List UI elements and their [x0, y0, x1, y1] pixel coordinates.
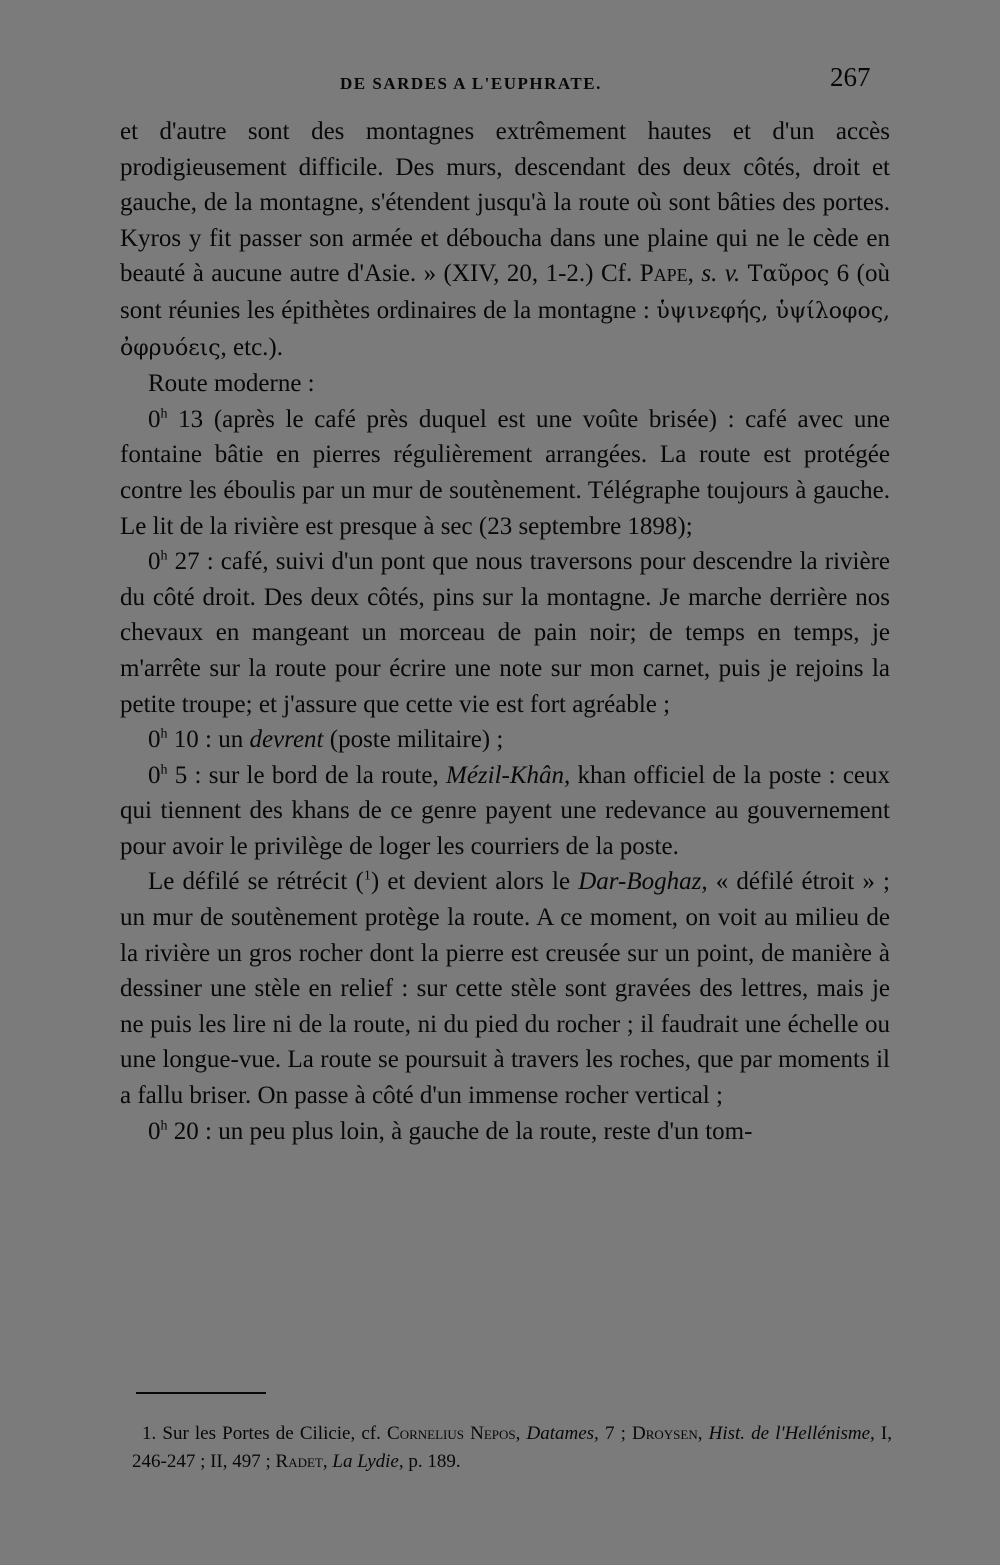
work-hellenisme: Hist. de l'Hellénisme, [708, 1423, 875, 1444]
greek-term: Ταῦρος [747, 262, 830, 288]
footnote: 1. Sur les Portes de Cilicie, cf. Cornelius Nepos, Datames, 7 ; Droysen, Hist. de l'Hellénisme, I, 246-247 ; II, 497 ; Radet, La Lydie, p. 189. [132, 1423, 893, 1472]
paragraph-defile: Le défilé se rétrécit ($^1$) et devient alors le Dar-Boghaz, « défilé étroit » ; un mur de soutènement protège la route. A ce moment, on voit au milieu de la rivière un gros rocher dont la pierre est creusée sur un point, de manière à dessiner une stèle en relief : sur cette stèle sont gravées des lettres, mais je ne puis les lire ni de la route, ni du pied du rocher ; il faudrait une échelle ou une longue-vue. La route se poursuit à travers les roches, que par moments il a fallu briser. On passe à côté d'un immense rocher vertical ; [120, 868, 890, 1110]
paragraph-route-step-3: 0$^h$ 10 : un devrent (poste militaire) ; [148, 726, 504, 754]
author-droysen: Droysen, [631, 1423, 703, 1444]
author-nepos: Cornelius Nepos, [387, 1423, 521, 1444]
paragraph-route-step-1: 0$^h$ 13 (après le café près duquel est une voûte brisée) : café avec une fontaine bâtie en pierres régulièrement arrangées. La route est protégée contre les éboulis par un mur de soutènement. Télégraphe toujours à gauche. Le lit de la rivière est presque à sec (23 septembre 1898); [120, 405, 890, 540]
paragraph-route-step-4: 0$^h$ 5 : sur le bord de la route, Mézil-Khân, khan officiel de la poste : ceux qui tiennent des khans de ce genre payent une redevance au gouvernement pour avoir le privilège de loger les courriers de la poste. [120, 761, 891, 860]
paragraph-quote-end: et d'autre sont des montagnes extrêmement hautes et d'un accès prodigieusement difficile. Des murs, descendant des deux côtés, droit et gauche, de la montagne, s'étendent jusqu'à la route où sont bâties des portes. Kyros y fit passer son armée et déboucha dans une plaine qui ne le cède en beauté à aucune autre d'Asie. » (XIV, 20, 1-2.) Cf. Pape, s. v. Ταῦρος 6 (où sont réunies les épithètes ordinaires de la montagne : ὑψινεφής, ὑψίλοφος, ὀφρυόεις, etc.). [120, 118, 891, 361]
main-text [120, 114, 890, 1149]
greek-epithets: ὑψινεφής, ὑψίλοφος, ὀφρυόεις [120, 298, 891, 361]
italic-term-devrent: devrent [249, 726, 324, 754]
paragraph-route-step-5: 0$^h$ 20 : un peu plus loin, à gauche de la route, reste d'un tom- [148, 1117, 753, 1145]
footnote-reference[interactable]: 1 [363, 869, 371, 885]
sub-verbo: s. v. [701, 260, 741, 288]
footnote-divider [136, 1392, 266, 1394]
place-name-mezil-khan: Mézil-Khân, [446, 761, 571, 789]
work-datames: Datames, [526, 1423, 599, 1444]
page-number: 267 [830, 62, 871, 92]
paragraph-route-step-2: 0$^h$ 27 : café, suivi d'un pont que nous traversons pour descendre la rivière du côté droit. Des deux côtés, pins sur la montagne. Je marche derrière nos chevaux en mangeant un morceau de pain noir; de temps en temps, je m'arrête sur la route pour écrire une note sur mon carnet, puis je rejoins la petite troupe; et j'assure que cette vie est fort agréable ; [120, 548, 890, 718]
place-name-dar-boghaz: Dar-Boghaz, [578, 868, 708, 896]
paragraph-route-heading: Route moderne : [148, 370, 315, 398]
work-lydie: La Lydie, [332, 1451, 404, 1472]
author-radet: Radet, [275, 1451, 328, 1472]
running-title: DE SARDES A L'EUPHRATE. [340, 74, 602, 93]
author-name: Pape [639, 260, 688, 288]
